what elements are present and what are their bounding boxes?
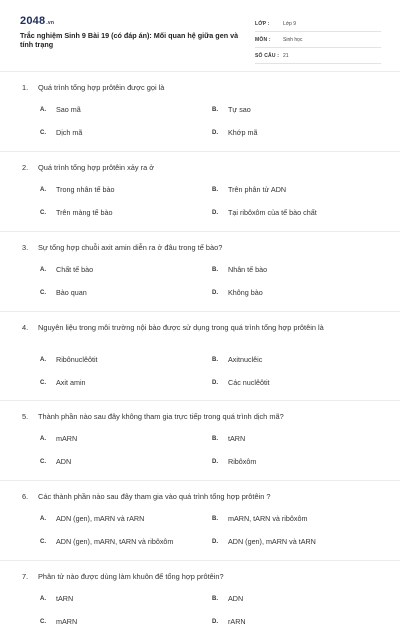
- option-text: mARN: [56, 617, 78, 626]
- option-a[interactable]: [40, 105, 81, 114]
- option-letter: B.: [212, 515, 218, 522]
- option-b[interactable]: [212, 265, 267, 274]
- option-letter: C.: [40, 458, 46, 465]
- question-stem: [22, 492, 362, 502]
- meta-label: MÔN :: [255, 36, 271, 43]
- option-letter: A.: [40, 515, 46, 522]
- question-text: Phân tử nào được dùng làm khuôn để tổng hợp prôtêin?: [38, 572, 224, 581]
- option-text: ADN: [228, 594, 244, 603]
- option-letter: C.: [40, 538, 46, 545]
- option-d[interactable]: [212, 378, 270, 387]
- option-text: Không bào: [228, 288, 263, 297]
- option-text: Axitnuclêic: [228, 355, 263, 364]
- document-title: Trắc nghiệm Sinh 9 Bài 19 (có đáp án): Mối quan hệ giữa gen và tính trạng: [20, 31, 239, 50]
- question-text: Sự tổng hợp chuỗi axit amin diễn ra ở đâu trong tế bào?: [38, 243, 223, 252]
- question-number: 6.: [22, 492, 29, 501]
- logo-text: 2048: [20, 15, 46, 27]
- option-c[interactable]: [40, 617, 77, 626]
- option-a[interactable]: [40, 185, 114, 194]
- question-7: [0, 560, 400, 640]
- option-letter: B.: [212, 356, 218, 363]
- question-text: Các thành phần nào sau đây tham gia vào quá trình tổng hợp prôtêin ?: [38, 492, 271, 501]
- option-text: rARN: [228, 617, 246, 626]
- option-letter: C.: [40, 618, 46, 625]
- question-stem: [22, 412, 362, 422]
- option-letter: B.: [212, 106, 218, 113]
- option-letter: B.: [212, 435, 218, 442]
- option-b[interactable]: [212, 185, 286, 194]
- question-6: [0, 480, 400, 560]
- option-text: ADN (gen), mARN và rARN: [56, 514, 145, 523]
- question-number: 4.: [22, 323, 29, 332]
- option-text: Trên phân tử ADN: [228, 185, 287, 194]
- option-b[interactable]: [212, 434, 245, 443]
- option-a[interactable]: [40, 514, 144, 523]
- option-text: Axit amin: [56, 378, 86, 387]
- option-c[interactable]: [40, 378, 86, 387]
- option-text: Khớp mã: [228, 128, 258, 137]
- meta-panel: [255, 16, 381, 64]
- site-logo[interactable]: [20, 15, 54, 27]
- meta-value: Sinh học: [283, 36, 303, 43]
- option-c[interactable]: [40, 457, 71, 466]
- question-stem: [22, 323, 362, 333]
- option-letter: D.: [212, 379, 218, 386]
- option-letter: D.: [212, 538, 218, 545]
- question-stem: [22, 163, 362, 173]
- question-text: Thành phần nào sau đây không tham gia trực tiếp trong quá trình dịch mã?: [38, 412, 284, 421]
- option-c[interactable]: [40, 288, 87, 297]
- meta-row-count: [255, 48, 381, 64]
- option-letter: A.: [40, 595, 46, 602]
- option-letter: A.: [40, 186, 46, 193]
- option-c[interactable]: [40, 128, 82, 137]
- option-c[interactable]: [40, 537, 173, 546]
- option-c[interactable]: [40, 208, 112, 217]
- option-d[interactable]: [212, 617, 246, 626]
- question-5: [0, 400, 400, 480]
- option-text: Bào quan: [56, 288, 87, 297]
- option-letter: A.: [40, 435, 46, 442]
- option-text: Trong nhân tế bào: [56, 185, 115, 194]
- option-letter: A.: [40, 106, 46, 113]
- option-letter: C.: [40, 209, 46, 216]
- meta-value: Lớp 9: [283, 20, 297, 27]
- question-number: 7.: [22, 572, 29, 581]
- option-d[interactable]: [212, 457, 256, 466]
- question-text: Quá trình tổng hợp prôtêin xảy ra ở: [38, 163, 155, 172]
- question-3: [0, 231, 400, 311]
- option-b[interactable]: [212, 355, 262, 364]
- option-text: Chất tế bào: [56, 265, 94, 274]
- option-letter: D.: [212, 458, 218, 465]
- option-letter: A.: [40, 356, 46, 363]
- option-text: mARN: [56, 434, 78, 443]
- option-text: Dịch mã: [56, 128, 83, 137]
- question-text: Nguyên liệu trong môi trường nội bào được sử dụng trong quá trình tổng hợp prôtêin là: [38, 323, 324, 332]
- option-text: Trên màng tế bào: [56, 208, 113, 217]
- question-list: [0, 72, 400, 640]
- option-text: tARN: [228, 434, 246, 443]
- page-header: [0, 0, 400, 72]
- question-number: 5.: [22, 412, 29, 421]
- question-number: 1.: [22, 83, 29, 92]
- option-letter: B.: [212, 186, 218, 193]
- question-2: [0, 151, 400, 231]
- option-a[interactable]: [40, 434, 77, 443]
- option-letter: C.: [40, 289, 46, 296]
- option-letter: B.: [212, 266, 218, 273]
- option-letter: C.: [40, 129, 46, 136]
- option-letter: D.: [212, 289, 218, 296]
- option-letter: D.: [212, 209, 218, 216]
- option-text: Tại ribôxôm của tế bào chất: [228, 208, 317, 217]
- option-letter: B.: [212, 595, 218, 602]
- option-text: Ribôxôm: [228, 457, 257, 466]
- option-b[interactable]: [212, 594, 243, 603]
- question-number: 2.: [22, 163, 29, 172]
- meta-value: 21: [283, 52, 289, 59]
- question-4: [0, 311, 400, 400]
- option-letter: C.: [40, 379, 46, 386]
- option-b[interactable]: [212, 514, 307, 523]
- option-text: Các nuclêôtit: [228, 378, 270, 387]
- meta-row-subject: [255, 32, 381, 48]
- question-1: [0, 72, 400, 151]
- option-d[interactable]: [212, 288, 263, 297]
- meta-row-grade: [255, 16, 381, 32]
- option-letter: D.: [212, 129, 218, 136]
- question-stem: [22, 572, 362, 582]
- meta-label: LỚP :: [255, 20, 270, 27]
- question-number: 3.: [22, 243, 29, 252]
- option-d[interactable]: [212, 208, 317, 217]
- option-a[interactable]: [40, 594, 73, 603]
- option-text: mARN, tARN và ribôxôm: [228, 514, 308, 523]
- question-stem: [22, 83, 362, 93]
- option-b[interactable]: [212, 105, 251, 114]
- option-letter: A.: [40, 266, 46, 273]
- option-a[interactable]: [40, 265, 93, 274]
- meta-label: SỐ CÂU :: [255, 52, 280, 59]
- option-d[interactable]: [212, 128, 257, 137]
- option-text: ADN (gen), mARN và tARN: [228, 537, 316, 546]
- option-text: Ribônuclêôtit: [56, 355, 98, 364]
- option-a[interactable]: [40, 355, 98, 364]
- option-letter: D.: [212, 618, 218, 625]
- option-text: Tự sao: [228, 105, 251, 114]
- question-stem: [22, 243, 362, 253]
- option-text: ADN (gen), mARN, tARN và ribôxôm: [56, 537, 174, 546]
- question-text: Quá trình tổng hợp prôtêin được gọi là: [38, 83, 165, 92]
- option-text: Nhân tế bào: [228, 265, 268, 274]
- option-text: Sao mã: [56, 105, 81, 114]
- option-text: tARN: [56, 594, 74, 603]
- option-text: ADN: [56, 457, 72, 466]
- logo-suffix: .vn: [46, 20, 55, 26]
- option-d[interactable]: [212, 537, 316, 546]
